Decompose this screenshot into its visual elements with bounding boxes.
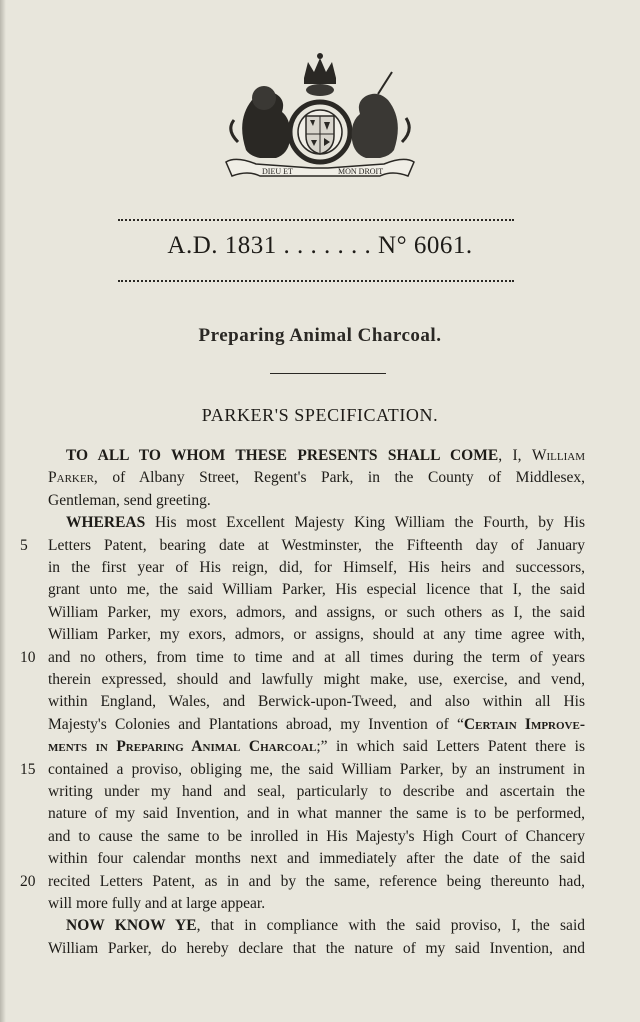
text-span: William Parker, my exors, admors, or assigns, should at any time agree with, (48, 626, 585, 644)
text-span: recited Letters Patent, as in and by the same, reference being thereunto had, (48, 872, 585, 890)
text-line (48, 759, 585, 781)
text-span: Certain Improve- (463, 715, 585, 733)
royal-coat-of-arms (216, 50, 424, 184)
text-line (48, 848, 585, 870)
text-span: writing under my hand and seal, particularly to describe and ascertain the (48, 783, 585, 800)
text-span: Parker (48, 469, 94, 487)
lion-supporter-icon (231, 86, 291, 158)
unicorn-supporter-icon (352, 72, 410, 158)
text-line (48, 826, 585, 848)
dot-leader: . . . . . . . (276, 232, 379, 259)
text-span: , of Albany Street, Regent's Park, in the County of Middlesex, (93, 469, 585, 487)
text-span: ;” in which said Letters Patent there is (316, 738, 585, 756)
text-line (48, 938, 585, 960)
patent-number-line (0, 232, 640, 260)
text-span: NOW KNOW YE (66, 917, 197, 935)
text-span: William (531, 447, 585, 464)
svg-text:MON DROIT: MON DROIT (338, 167, 384, 176)
text-line (48, 579, 585, 601)
text-line (48, 490, 585, 512)
text-span: and to cause the same to be inrolled in His Majesty's High Court of Chancery (48, 827, 585, 845)
line-number: 15 (20, 761, 36, 778)
text-span: William Parker, do hereby declare that the nature of my said Invention, and (48, 939, 585, 957)
text-line (48, 669, 585, 691)
text-line (48, 714, 585, 736)
text-span: within England, Wales, and Berwick-upon-Tweed, and also within all His (48, 693, 585, 711)
text-span: therein expressed, should and lawfully might make, use, exercise, and vend, (48, 671, 585, 688)
text-span: will more fully and at large appear. (48, 895, 266, 912)
text-span: TO ALL TO WHOM THESE PRESENTS SHALL COME (66, 447, 499, 464)
text-span: in the first year of His reign, did, for Himself, His heirs and successors, (48, 559, 585, 576)
text-line (48, 893, 585, 915)
text-line (66, 512, 585, 534)
text-span: , that in compliance with the said proviso, I, the said (196, 917, 585, 935)
text-line (66, 915, 585, 937)
text-span: William Parker, my exors, admors, and assigns, or such others as I, the said (48, 603, 585, 621)
crown-icon (304, 53, 336, 84)
bottom-ornamental-rule (118, 280, 514, 282)
year-label: A.D. 1831 (167, 232, 277, 259)
page-edge-shadow (0, 0, 6, 1022)
short-divider (270, 373, 386, 374)
text-line (48, 803, 585, 825)
text-line (48, 467, 585, 489)
text-span: , I, (498, 447, 532, 464)
text-span: ments in Preparing Animal Charcoal (48, 738, 317, 756)
text-span: contained a proviso, obliging me, the said William Parker, by an instrument in (48, 760, 585, 778)
text-span: nature of my said Invention, and in what manner the same is to be performed, (48, 805, 585, 823)
line-number: 10 (20, 649, 36, 666)
text-line (48, 736, 585, 758)
text-line (48, 624, 585, 646)
top-ornamental-rule (118, 219, 514, 221)
text-line (48, 557, 585, 579)
patent-number: N° 6061. (378, 232, 473, 259)
text-span: grant unto me, the said William Parker, His especial licence that I, the said (48, 581, 585, 599)
text-span: WHEREAS (66, 514, 146, 532)
text-span: and no others, from time to time and at all times during the term of years (48, 648, 585, 666)
text-line (48, 871, 585, 893)
text-line (48, 691, 585, 713)
text-line (66, 445, 585, 467)
text-line (48, 602, 585, 624)
line-number: 5 (20, 537, 28, 554)
svg-text:DIEU ET: DIEU ET (262, 167, 293, 176)
text-span: Letters Patent, bearing date at Westminster, the Fifteenth day of January (48, 536, 585, 554)
text-line (48, 647, 585, 669)
text-span: His most Excellent Majesty King William the Fourth, by His (145, 514, 585, 532)
text-span: within four calendar months next and immediately after the date of the said (48, 850, 585, 868)
text-line (48, 535, 585, 557)
text-span: Gentleman, send greeting. (48, 491, 211, 509)
line-number: 20 (20, 873, 36, 890)
text-span: Majesty's Colonies and Plantations abroad, my Invention of “ (48, 715, 464, 733)
subject-title: Preparing Animal Charcoal. (198, 325, 442, 346)
text-line (48, 781, 585, 803)
specification-heading: PARKER'S SPECIFICATION. (201, 405, 439, 425)
